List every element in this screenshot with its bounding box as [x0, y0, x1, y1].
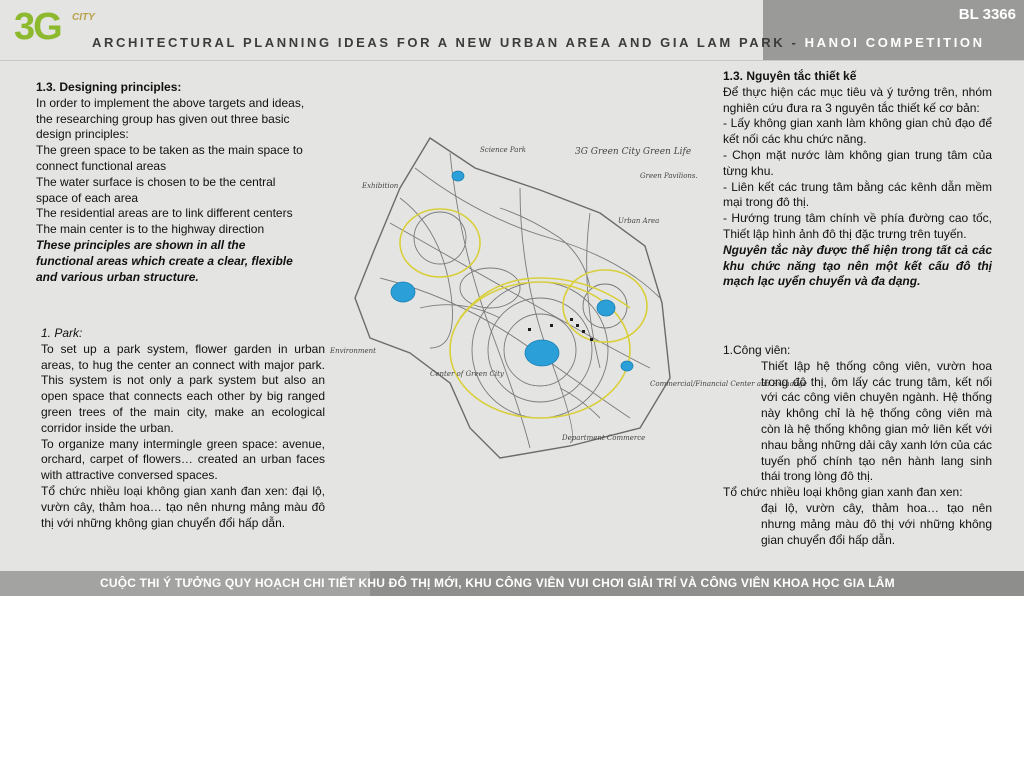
map-label: Exhibition — [362, 182, 399, 190]
park-vi-paragraph: Thiết lập hệ thống công viên, vườn hoa trong đô thị, ôm lấy các trung tâm, kết nối với các công viên chuyên ngành. Hệ thống này không chỉ là hệ thống công viên mà còn là hệ thống không gian mở liên kết với nhau bằng những dải cây xanh lớn của các tuyến phố chính tạo nên hành lang sinh thái trong lòng đô thị. — [761, 358, 992, 484]
header-title-accent: HANOI COMPETITION — [804, 35, 985, 50]
logo-3g-city — [14, 6, 95, 54]
principles-en-line: The main center is to the highway direction — [36, 222, 265, 237]
map-label: Commercial/Financial Center and Exchange — [650, 380, 808, 388]
park-en — [41, 326, 325, 531]
map-label: Urban Area — [618, 217, 660, 225]
principles-en-line: The water surface is chosen to be the central space of each area — [36, 174, 276, 205]
map-label: Green Pavilions. — [640, 172, 698, 180]
logo-main: 3G — [14, 6, 61, 48]
principles-en — [36, 80, 306, 285]
principles-vi-heading: 1.3. Nguyên tắc thiết kế — [723, 69, 857, 83]
map-label: Department Commerce — [562, 434, 646, 442]
map-label: Center of Green City — [430, 370, 504, 378]
principles-vi-line: Để thực hiện các mục tiêu và ý tưởng trên, nhóm nghiên cứu đưa ra 3 nguyên tắc thiết kế cơ bản: — [723, 84, 992, 115]
park-vi-heading: 1.Công viên: — [723, 343, 791, 357]
header — [0, 0, 1024, 60]
header-title — [92, 35, 985, 50]
park-en-paragraph: To set up a park system, flower garden in urban areas, to hug the center an connect with major park. This system is not only a park system but also an open space that connects each other by big ranged green trees of the main city, make an ecological corridor inside the urban. — [41, 341, 325, 435]
header-corner-block — [763, 0, 1024, 60]
map-label: 3G Green City Green Life — [575, 147, 692, 157]
park-vi-paragraph: đại lộ, vườn cây, thảm hoa… tạo nên nhưng mảng màu đô thị với những không gian chuyển đổi hấp dẫn. — [761, 500, 992, 547]
park-vi — [723, 343, 992, 548]
footer-band — [0, 571, 1024, 596]
footer-title: CUỘC THI Ý TƯỞNG QUY HOẠCH CHI TIẾT KHU ĐÔ THỊ MỚI, KHU CÔNG VIÊN VUI CHƠI GIẢI TRÍ VÀ CÔNG VIÊN KHOA HỌC GIA LÂM — [100, 576, 895, 590]
park-en-paragraph: Tổ chức nhiều loại không gian xanh đan xen: đại lộ, vườn cây, thảm hoa… tạo nên nhưng mảng màu đô thị với những không gian chuyển đổi hấp dẫn. — [41, 483, 325, 530]
principles-vi-line: - Lấy không gian xanh làm không gian chủ đạo để kết nối các khu chức năng. — [723, 116, 992, 147]
map-label: Environment — [330, 347, 376, 355]
principles-en-line: The green space to be taken as the main space to connect functional areas — [36, 143, 303, 173]
principles-vi-line: - Hướng trung tâm chính về phía đường cao tốc, Thiết lập hình ảnh đô thị đặc trưng trên tuyến. — [723, 211, 992, 241]
park-en-heading: 1. Park: — [41, 326, 83, 340]
principles-vi-line: - Liên kết các trung tâm bằng các kênh dẫn mềm mại trong đô thị. — [723, 179, 992, 210]
principles-en-heading: 1.3. Designing principles: — [36, 80, 182, 94]
document-code: BL 3366 — [958, 6, 1016, 23]
park-vi-paragraph-lead: Tổ chức nhiều loại không gian xanh đan xen: — [723, 485, 963, 500]
map-label: Science Park — [480, 146, 527, 154]
principles-vi-line: - Chọn mặt nước làm không gian trung tâm của từng khu. — [723, 147, 992, 178]
principles-vi-emphasis: Nguyên tắc này được thể hiện trong tất cả các khu chức năng tạo nên một kết cấu đô thị mạch lạc uyển chuyển và đa dạng. — [723, 242, 992, 289]
header-title-main: ARCHITECTURAL PLANNING IDEAS FOR A NEW URBAN AREA AND GIA LAM PARK - — [92, 35, 805, 50]
principles-vi — [723, 69, 992, 290]
logo-sub: CITY — [72, 12, 95, 23]
principles-en-line: The residential areas are to link different centers — [36, 206, 293, 221]
park-en-paragraph: To organize many intermingle green space: avenue, orchard, carpet of flowers… created an urban faces with attractive conversed spaces. — [41, 436, 325, 483]
header-divider — [0, 60, 1024, 61]
principles-en-emphasis: These principles are shown in all the functional areas which create a clear, flexible and various urban structure. — [36, 237, 293, 284]
principles-en-line: In order to implement the above targets and ideas, the researching group has given out three basic design principles: — [36, 95, 305, 142]
